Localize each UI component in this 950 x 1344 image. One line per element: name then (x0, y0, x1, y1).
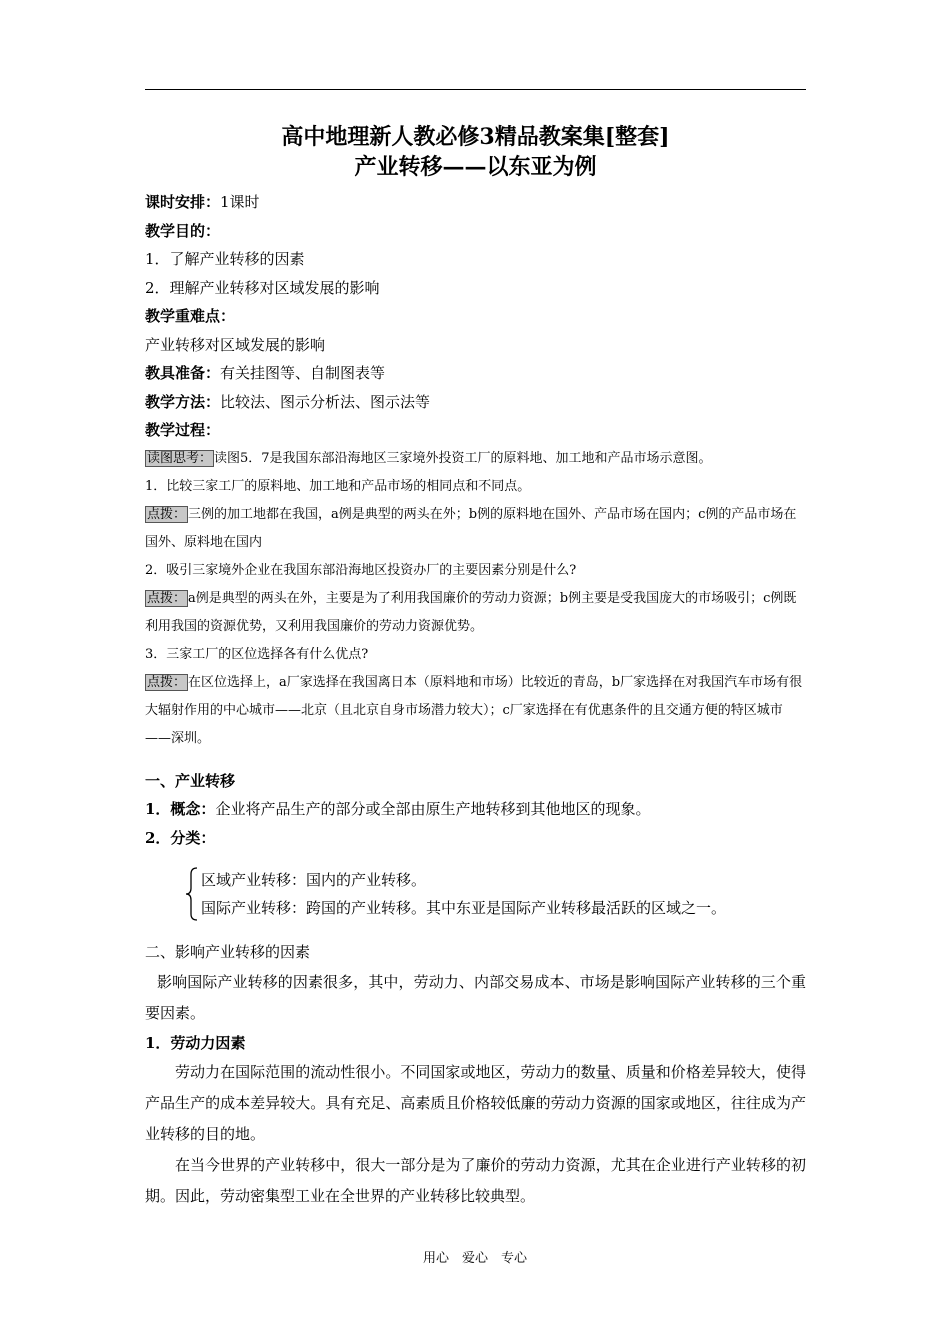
methods-value: 比较法、图示分析法、图示法等 (220, 392, 431, 411)
concept-line (145, 795, 806, 824)
methods-line (145, 388, 806, 417)
section-2-intro: 影响国际产业转移的因素很多，其中，劳动力、内部交易成本、市场是影响国际产业转移的三个重要因素。 (145, 972, 806, 1022)
answer-1-text: 三例的加工地都在我国，a例是典型的两头在外；b例的原料地在国外、产品市场在国内；c例的产品市场在国外、原料地在国内 (145, 506, 797, 550)
answer-1 (145, 501, 806, 557)
labor-factor-heading: 1．劳动力因素 (145, 1033, 246, 1052)
answer-2-tag: 点拨： (147, 590, 187, 606)
objective-item-1: 1．了解产业转移的因素 (145, 250, 305, 268)
question-2: 2．吸引三家境外企业在我国东部沿海地区投资办厂的主要因素分别是什么? (145, 562, 577, 578)
schedule-value: 1课时 (220, 193, 260, 211)
tools-line (145, 359, 806, 388)
section-2-heading: 二、影响产业转移的因素 (145, 943, 311, 961)
question-3: 3．三家工厂的区位选择各有什么优点? (145, 646, 369, 662)
answer-3-tag: 点拨： (147, 674, 187, 690)
tools-value: 有关挂图等、自制图表等 (220, 364, 386, 382)
methods-label: 教学方法： (145, 392, 221, 411)
read-figure-line (145, 445, 806, 473)
objectives-heading: 教学目的： (145, 221, 221, 240)
document-title: 高中地理新人教必修3精品教案集[整套] (281, 124, 670, 150)
section-1-heading: 一、产业转移 (145, 771, 236, 790)
answer-1-tag: 点拨： (147, 506, 187, 522)
answer-3-text: 在区位选择上，a厂家选择在我国离日本（原料地和市场）比较近的青岛，b厂家选择在对我国汽车市场有很大辐射作用的中心城市——北京（且北京自身市场潜力较大）；c厂家选择在有优惠条件的且交通方便的特区城市——深圳。 (145, 674, 803, 746)
question-1: 1．比较三家工厂的原料地、加工地和产品市场的相同点和不同点。 (145, 478, 531, 494)
difficulty-text: 产业转移对区域发展的影响 (145, 335, 326, 354)
schedule-line (145, 188, 806, 217)
answer-2 (145, 585, 806, 641)
document-body (145, 122, 806, 1212)
classification-line (145, 824, 806, 853)
document-subtitle: 产业转移——以东亚为例 (354, 154, 597, 180)
concept-text: 企业将产品生产的部分或全部由原生产地转移到其他地区的现象。 (215, 800, 651, 818)
classification-brace-group (185, 866, 806, 924)
schedule-label: 课时安排： (145, 193, 221, 211)
labor-paragraph-1: 劳动力在国际范围的流动性很小。不同国家或地区，劳动力的数量、质量和价格差异较大，使得产品生产的成本差异较大。具有充足、高素质且价格较低廉的劳动力资源的国家或地区，往往成为产业转移的目的地。 (145, 1063, 806, 1143)
read-figure-text: 读图5．7是我国东部沿海地区三家境外投资工厂的原料地、加工地和产品市场示意图。 (214, 450, 712, 466)
left-brace-icon (185, 866, 199, 922)
classification-label: 2．分类： (145, 828, 216, 847)
answer-2-text: a例是典型的两头在外，主要是为了利用我国廉价的劳动力资源；b例主要是受我国庞大的市场吸引；c例既利用我国的资源优势，又利用我国廉价的劳动力资源优势。 (145, 590, 797, 634)
labor-paragraph-2: 在当今世界的产业转移中，很大一部分是为了廉价的劳动力资源，尤其在企业进行产业转移的初期。因此，劳动密集型工业在全世界的产业转移比较典型。 (145, 1156, 806, 1205)
classification-item-international: 国际产业转移：跨国的产业转移。其中东亚是国际产业转移最活跃的区域之一。 (201, 899, 727, 917)
answer-3 (145, 669, 806, 753)
read-figure-tag: 读图思考： (147, 450, 213, 466)
concept-label: 1．概念： (145, 800, 216, 818)
objective-item-2: 2．理解产业转移对区域发展的影响 (145, 278, 380, 297)
classification-item-regional: 区域产业转移：国内的产业转移。 (201, 871, 427, 889)
tools-label: 教具准备： (145, 364, 221, 382)
header-rule (145, 89, 806, 90)
page-footer: 用心 爱心 专心 (422, 1251, 527, 1266)
difficulty-heading: 教学重难点： (145, 307, 236, 325)
process-heading: 教学过程： (145, 421, 221, 439)
